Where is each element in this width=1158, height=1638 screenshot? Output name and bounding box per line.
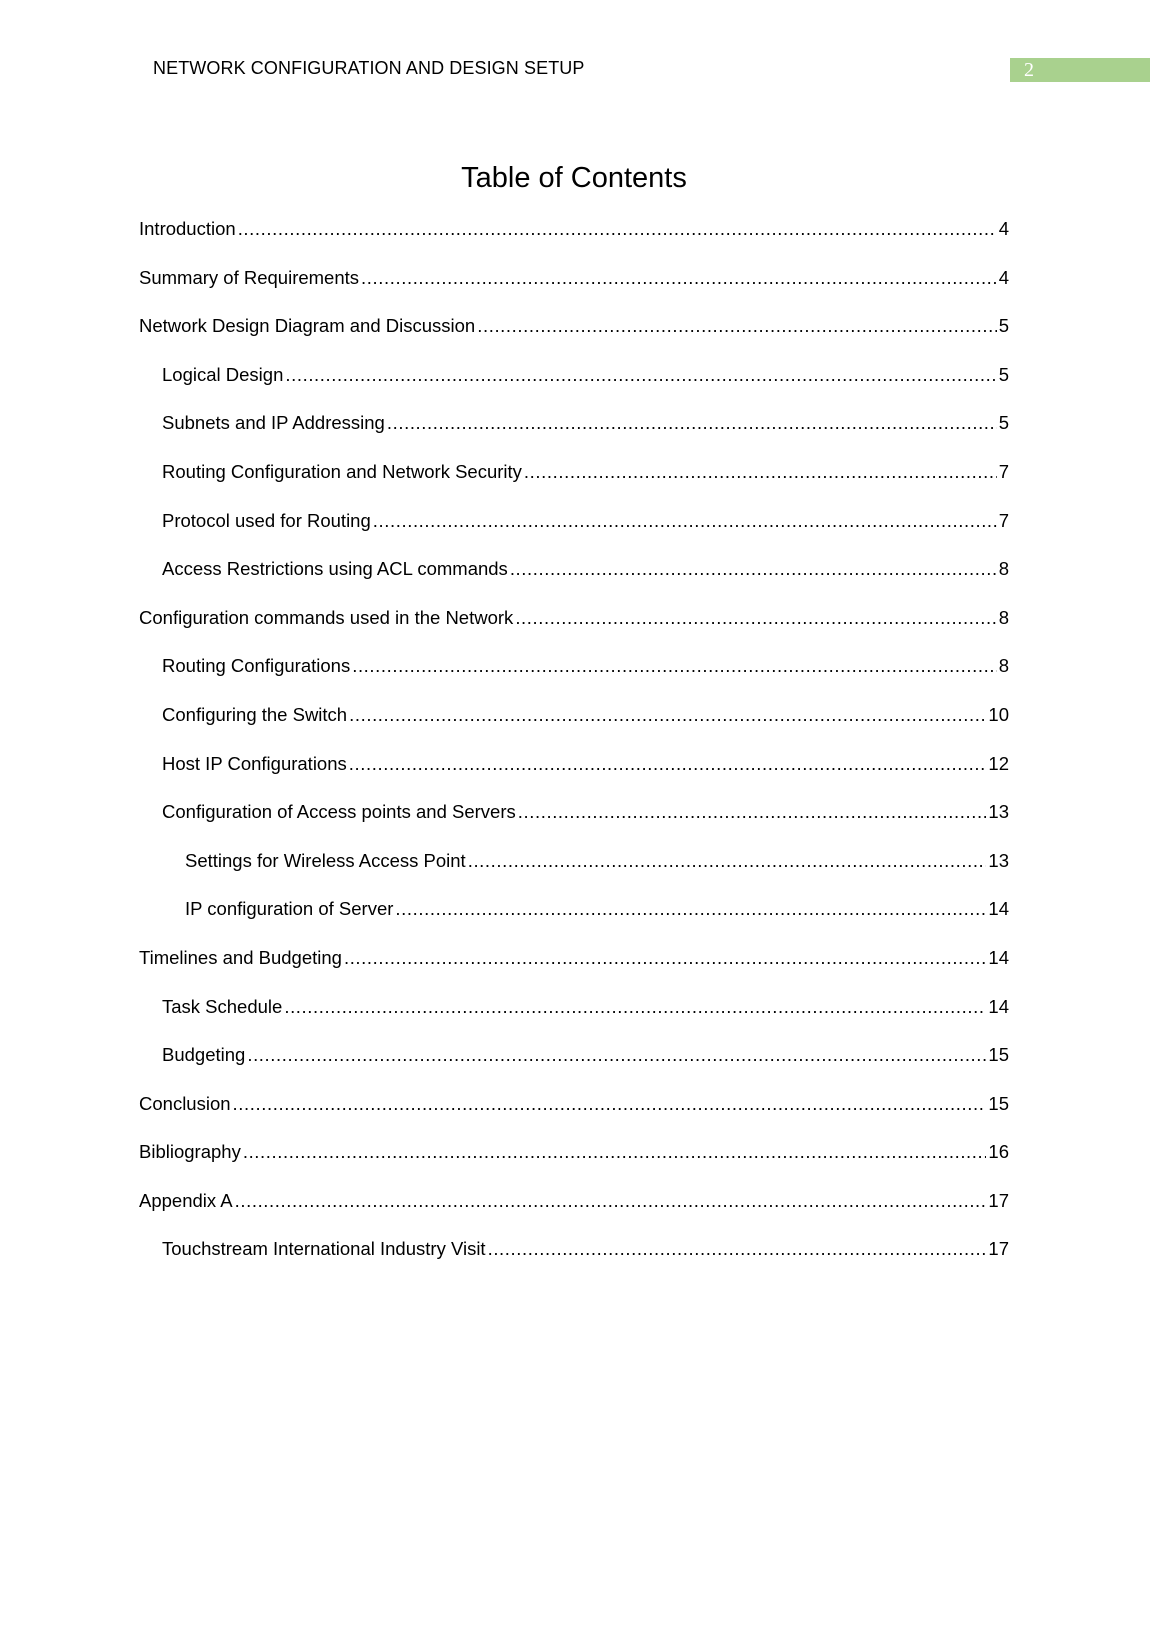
toc-entry[interactable]	[139, 1190, 1009, 1239]
toc-dot-leader	[344, 947, 986, 969]
toc-entry[interactable]	[139, 850, 1009, 899]
toc-dot-leader	[468, 850, 987, 872]
toc-entry-text: Network Design Diagram and Discussion	[139, 315, 476, 337]
toc-entry[interactable]	[139, 558, 1009, 607]
toc-entry-page: 17	[988, 1189, 1009, 1211]
toc-entry[interactable]	[139, 461, 1009, 510]
toc-dot-leader	[361, 267, 997, 289]
toc-entry-page: 10	[988, 703, 1009, 725]
toc-entry-text: Touchstream International Industry Visit	[162, 1238, 486, 1260]
toc-entry-page: 7	[998, 460, 1009, 482]
toc-entry-text: Settings for Wireless Access Point	[185, 849, 466, 871]
toc-entry[interactable]	[139, 1044, 1009, 1093]
toc-dot-leader	[235, 1190, 987, 1212]
toc-entry-text: Introduction	[139, 218, 236, 239]
toc-entry-text: Protocol used for Routing	[162, 509, 371, 531]
toc-entry-page: 5	[998, 412, 1009, 434]
toc-entry-text: Configuration of Access points and Servers	[162, 801, 516, 823]
toc-entry-page: 14	[988, 946, 1009, 968]
toc-entry-page: 8	[998, 606, 1009, 628]
toc-entry-page: 8	[998, 558, 1009, 580]
toc-entry-page: 8	[998, 655, 1009, 677]
toc-entry-page: 13	[988, 849, 1009, 871]
toc-dot-leader	[524, 461, 997, 483]
toc-dot-leader	[243, 1141, 987, 1163]
toc-entry-text: Logical Design	[162, 363, 284, 385]
toc-entry[interactable]	[139, 315, 1009, 364]
toc-dot-leader	[387, 412, 997, 434]
toc-title: Table of Contents	[461, 162, 687, 194]
toc-entry-page: 14	[988, 995, 1009, 1017]
toc-entry-text: Routing Configuration and Network Security	[162, 460, 522, 482]
toc-entry[interactable]	[139, 753, 1009, 802]
toc-dot-leader	[352, 655, 997, 677]
toc-entry-page: 5	[998, 363, 1009, 385]
toc-entry-text: Host IP Configurations	[162, 752, 347, 774]
toc-entry-text: Task Schedule	[162, 995, 283, 1017]
toc-dot-leader	[238, 218, 997, 240]
toc-entry[interactable]	[139, 1141, 1009, 1190]
toc-dot-leader	[395, 898, 986, 920]
toc-dot-leader	[233, 1093, 987, 1115]
toc-dot-leader	[477, 315, 996, 337]
toc-entry[interactable]	[139, 947, 1009, 996]
toc-entry-text: Access Restrictions using ACL commands	[162, 558, 508, 580]
toc-entry-page: 15	[988, 1044, 1009, 1066]
toc-entry-text: Bibliography	[139, 1141, 241, 1163]
toc-entry[interactable]	[139, 704, 1009, 753]
toc-entry[interactable]	[139, 364, 1009, 413]
toc-entry-text: Budgeting	[162, 1044, 246, 1066]
toc-dot-leader	[515, 607, 996, 629]
toc-dot-leader	[285, 364, 996, 386]
toc-entry-page: 12	[988, 752, 1009, 774]
toc-entry[interactable]	[139, 898, 1009, 947]
toc-entry-text: Appendix A	[139, 1189, 233, 1211]
running-header-title: NETWORK CONFIGURATION AND DESIGN SETUP	[153, 58, 585, 78]
toc-entry[interactable]	[139, 801, 1009, 850]
toc-entry[interactable]	[139, 218, 1009, 267]
toc-list	[139, 218, 1009, 1287]
toc-entry-page: 17	[988, 1238, 1009, 1260]
toc-entry[interactable]	[139, 510, 1009, 559]
toc-entry-text: Routing Configurations	[162, 655, 351, 677]
toc-dot-leader	[349, 753, 987, 775]
toc-entry-text: Summary of Requirements	[139, 266, 360, 288]
toc-entry-page: 5	[998, 315, 1009, 337]
toc-entry-page: 13	[988, 801, 1009, 823]
toc-entry[interactable]	[139, 655, 1009, 704]
toc-dot-leader	[284, 996, 986, 1018]
toc-entry-text: Configuring the Switch	[162, 703, 348, 725]
toc-entry-text: Configuration commands used in the Network	[139, 606, 514, 628]
toc-entry-page: 16	[988, 1141, 1009, 1163]
toc-entry-text: Subnets and IP Addressing	[162, 412, 385, 434]
toc-entry-page: 4	[998, 266, 1009, 288]
toc-entry[interactable]	[139, 607, 1009, 656]
toc-entry[interactable]	[139, 996, 1009, 1045]
toc-entry-text: Conclusion	[139, 1092, 231, 1114]
toc-entry-page: 14	[988, 898, 1009, 920]
toc-entry[interactable]	[139, 267, 1009, 316]
toc-entry[interactable]	[139, 412, 1009, 461]
toc-dot-leader	[349, 704, 986, 726]
toc-entry[interactable]	[139, 1238, 1009, 1287]
toc-entry-page: 4	[998, 218, 1009, 239]
toc-dot-leader	[373, 510, 997, 532]
toc-dot-leader	[247, 1044, 986, 1066]
toc-entry-page: 15	[988, 1092, 1009, 1114]
toc-dot-leader	[518, 801, 987, 823]
toc-dot-leader	[488, 1238, 987, 1260]
toc-entry-page: 7	[998, 509, 1009, 531]
toc-entry-text: Timelines and Budgeting	[139, 946, 342, 968]
page-number-badge: 2	[1010, 58, 1150, 82]
toc-entry-text: IP configuration of Server	[185, 898, 394, 920]
toc-entry[interactable]	[139, 1093, 1009, 1142]
toc-dot-leader	[510, 558, 997, 580]
